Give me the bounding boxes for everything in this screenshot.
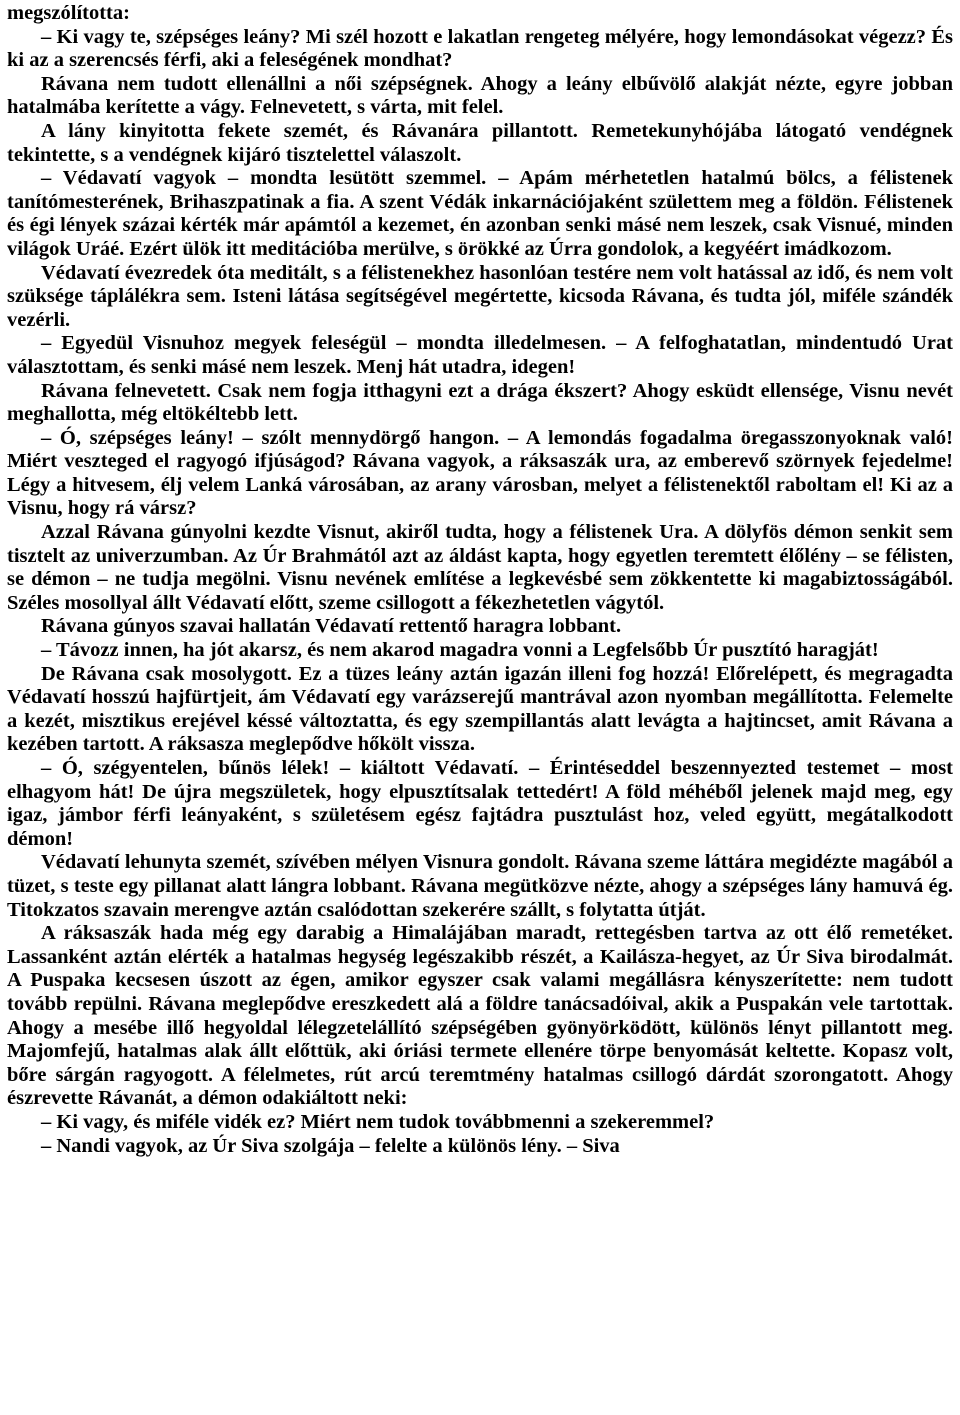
paragraph-narration: Azzal Rávana gúnyolni kezdte Visnut, akiről tudta, hogy a félistenek Ura. A dölyfös démon senkit sem tisztelt az univerzumban. Az Úr Brahmától azt az áldást kapta, hogy egyetlen teremtett élőlény – se félisten, se démon – ne tudja megölni. Visnu nevének említése a legkevésbé sem zökkentette ki magabiztosságából. Széles mosollyal állt Védavatí előtt, szeme csillogott a fékezhetetlen vágytól.: [7, 521, 953, 614]
paragraph-dialogue: – Ki vagy te, szépséges leány? Mi szél hozott e lakatlan rengeteg mélyére, hogy lemondásokat végezz? És ki az a szerencsés férfi, aki a feleségének mondhat?: [7, 25, 953, 72]
paragraph-narration: Rávana nem tudott ellenállni a női szépségnek. Ahogy a leány elbűvölő alakját nézte, egyre jobban hatalmába kerítette a vágy. Felnevetett, s várta, mit felel.: [7, 72, 953, 119]
paragraph-narration: A ráksaszák hada még egy darabig a Himalájában maradt, rettegésben tartva az ott élő remetéket. Lassanként aztán elérték a hatalmas hegység legészakibb részét, a Kailásza-hegyet, az Úr Siva birodalmát. A Puspaka kecsesen úszott az égen, amikor egyszer csak valami megállásra kényszerítette: nem tudott tovább repülni. Rávana meglepődve ereszkedett alá a földre tanácsadóival, akik a Puspakán vele tartottak. Ahogy a mesébe illő hegyoldal lélegzetelállító szépségében gyönyörködött, különös lényt pillantott meg. Majomfejű, hatalmas alak állt előttük, aki óriási termete ellenére törpe benyomását keltette. Kopasz volt, bőre sárgán ragyogott. A félelmetes, rút arcú teremtmény hatalmas csillogó dárdát szorongatott. Ahogy észrevette Rávanát, a démon odakiáltott neki:: [7, 922, 953, 1110]
paragraph-dialogue: – Ó, szépséges leány! – szólt mennydörgő hangon. – A lemondás fogadalma öregasszonyoknak való! Miért veszteged el ragyogó ifjúságod? Rávana vagyok, a ráksaszák ura, az emberevő szörnyek fejedelme! Légy a hitvesem, élj velem Lanká városában, az arany városban, melyet a félistenektől raboltam el! Ki az a Visnu, hogy rá vársz?: [7, 426, 953, 520]
paragraph-narration: Védavatí évezredek óta meditált, s a félistenekhez hasonlóan testére nem volt hatással az idő, és nem volt szüksége táplálékra sem. Isteni látása segítségével megértette, kicsoda Rávana, és tudta jól, miféle szándék vezérli.: [7, 261, 953, 331]
paragraph-narration: A lány kinyitotta fekete szemét, és Rávanára pillantott. Remetekunyhójába látogató vendégnek tekintette, s a vendégnek kijáró tisztelettel válaszolt.: [7, 119, 953, 166]
paragraph-dialogue: – Védavatí vagyok – mondta lesütött szemmel. – Apám mérhetetlen hatalmú bölcs, a félistenek tanítómesterének, Brihaszpatinak a fia. A szent Védák inkarnációjaként születtem meg a földön. Félistenek és égi lények százai kérték már apámtól a kezemet, én azonban senki másé nem leszek, csak Visnué, minden világok Uráé. Ezért ülök itt meditációba merülve, s örökké az Úrra gondolok, a kegyéért imádkozom.: [7, 167, 953, 260]
paragraph-narration: Védavatí lehunyta szemét, szívében mélyen Visnura gondolt. Rávana szeme láttára megidézte magából a tüzet, s teste egy pillanat alatt lángra lobbant. Rávana megütközve nézte, ahogy a szépséges lány hamuvá ég. Titokzatos szavain merengve aztán csalódottan szekerére szállt, s folytatta útját.: [7, 851, 953, 921]
paragraph-narration: Rávana felnevetett. Csak nem fogja itthagyni ezt a drága ékszert? Ahogy esküdt ellensége, Visnu nevét meghallotta, még eltökéltebb lett.: [7, 379, 953, 426]
paragraph-dialogue: – Nandi vagyok, az Úr Siva szolgája – felelte a különös lény. – Siva: [41, 1134, 620, 1157]
paragraph-narration: De Rávana csak mosolygott. Ez a tüzes leány aztán igazán illeni fog hozzá! Előrelépett, és megragadta Védavatí hosszú hajfürtjeit, ám Védavatí egy varázserejű mantrával azon nyomban megállította. Felemelte a kezét, misztikus erejével késsé változtatta, és egy szempillantás alatt levágta a hajtincset, amit Rávana a kezében tartott. A ráksasza meglepődve hőkölt vissza.: [7, 662, 953, 756]
paragraph-dialogue: – Ó, szégyentelen, bűnös lélek! – kiáltott Védavatí. – Érintéseddel beszennyezted testemet – most elhagyom hát! De újra megszületek, hogy elpusztítsalak tettedért! A föld méhéből jelenek majd meg, egy igaz, jámbor férfi leányaként, s születésem egész fajtádra pusztulást hoz, veled együtt, megátalkodott démon!: [7, 757, 953, 850]
paragraph-dialogue: – Távozz innen, ha jót akarsz, és nem akarod magadra vonni a Legfelsőbb Úr pusztító haragját!: [41, 639, 879, 662]
paragraph-narration: Rávana gúnyos szavai hallatán Védavatí rettentő haragra lobbant.: [41, 615, 622, 638]
paragraph-opening: megszólította:: [7, 2, 130, 24]
paragraph-dialogue: – Egyedül Visnuhoz megyek feleségül – mondta illedelmesen. – A felfoghatatlan, mindentudó Urat választottam, és senki másé nem leszek. Menj hát utadra, idegen!: [7, 332, 953, 378]
paragraph-dialogue: – Ki vagy, és miféle vidék ez? Miért nem tudok továbbmenni a szekeremmel?: [41, 1110, 715, 1133]
